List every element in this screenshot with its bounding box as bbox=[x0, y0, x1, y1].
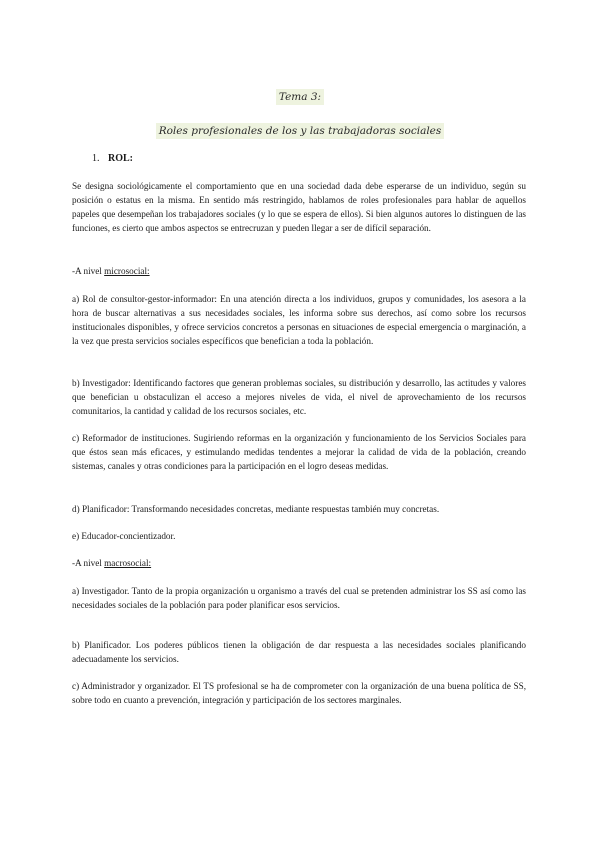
micro-item-a bbox=[72, 292, 526, 348]
list-item: b) Planificador. Los poderes públicos tienen la obligación de dar respuesta a las necesidades sociales planificando adecuadamente los servicios. bbox=[72, 640, 526, 664]
topic-heading-wrap bbox=[0, 87, 600, 105]
section-number: 1. bbox=[92, 153, 100, 164]
list-item: b) Investigador: Identificando factores que generan problemas sociales, su distribución y desarrollo, las actitudes y valores que benefician u obstaculizan el acceso a mejores niveles de vida, el nivel de aprovechamiento de los recursos comunitarios, la cantidad y calidad de los recursos sociales, etc. bbox=[72, 378, 526, 416]
list-item: d) Planificador: Transformando necesidades concretas, mediante respuestas también muy concretas. bbox=[72, 504, 440, 514]
topic-heading: Tema 3: bbox=[276, 89, 324, 105]
section-heading bbox=[92, 153, 133, 164]
micro-level-prefix: -A nivel bbox=[72, 266, 105, 276]
macro-item-c bbox=[72, 679, 526, 707]
section-title: ROL: bbox=[108, 153, 133, 164]
macro-level-prefix: -A nivel bbox=[72, 558, 105, 568]
list-item: c) Reformador de instituciones. Sugiriendo reformas en la organización y funcionamiento de los Servicios Sociales para que éstos sean más eficaces, y estimulando medidas tendentes a mejorar la calidad de vida de la población, creando sistemas, canales y otras condiciones para la participación en el logro deseas medidas. bbox=[72, 433, 526, 471]
subtitle-heading: Roles profesionales de los y las trabajadoras sociales bbox=[156, 123, 445, 139]
intro-paragraph-wrap bbox=[72, 179, 526, 235]
list-item: a) Rol de consultor-gestor-informador: En una atención directa a los individuos, grupos y comunidades, los asesora a la hora de buscar alternativas a sus necesidades sociales, les informa sobre sus derechos, así como sobre los recursos institucionales disponibles, y ofrece servicios concretos a personas en situaciones de especial emergencia o marginación, a la vez que presta servicios sociales específicos que benefician a toda la población. bbox=[72, 294, 526, 346]
list-item: e) Educador-concientizador. bbox=[72, 531, 176, 541]
list-item: c) Administrador y organizador. El TS profesional se ha de comprometer con la organización de una buena política de SS, sobre todo en cuanto a prevención, integración y participación de los sectores marginales. bbox=[72, 681, 526, 705]
macro-level-heading bbox=[72, 556, 526, 570]
micro-level-heading bbox=[72, 264, 526, 278]
list-item: a) Investigador. Tanto de la propia organización u organismo a través del cual se pretenden administrar los SS así como las necesidades sociales de la población para poder planificar esos servicios. bbox=[72, 586, 526, 610]
micro-level-label: microsocial: bbox=[104, 266, 150, 276]
macro-item-b bbox=[72, 638, 526, 666]
micro-item-c bbox=[72, 431, 526, 473]
macro-level-label: macrosocial: bbox=[104, 558, 152, 568]
subtitle-heading-wrap bbox=[0, 121, 600, 139]
micro-item-e bbox=[72, 529, 526, 543]
micro-item-d bbox=[72, 502, 526, 516]
micro-item-b bbox=[72, 376, 526, 418]
intro-paragraph: Se designa sociológicamente el comportamiento que en una sociedad dada debe esperarse de un individuo, según su posición o estatus en la misma. En sentido más restringido, hablamos de roles profesionales para hablar de aquellos papeles que desempeñan los trabajadores sociales (y lo que se espera de ellos). Si bien algunos autores lo distinguen de las funciones, es cierto que ambos aspectos se entrecruzan y pueden llegar a ser de difícil separación. bbox=[72, 181, 526, 233]
macro-item-a bbox=[72, 584, 526, 612]
